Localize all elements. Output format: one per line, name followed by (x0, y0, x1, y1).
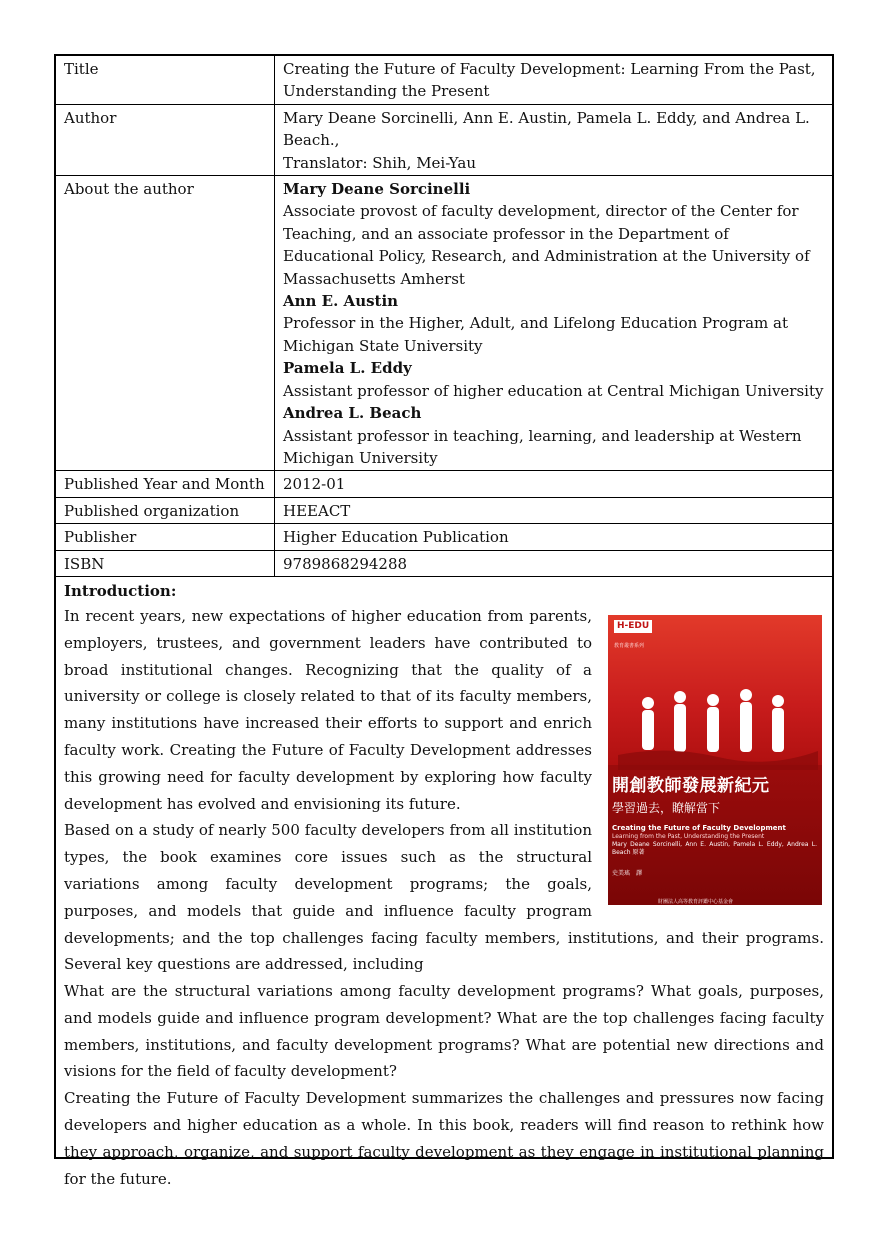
table-row (56, 56, 832, 104)
book-info-table (56, 56, 832, 577)
table-row (56, 176, 832, 471)
cover-title-english: Creating the Future of Faculty Development (612, 823, 786, 832)
intro-paragraph: What are the structural variations among faculty development programs? What goals, purposes, and models guide and influence program development? What are the top challenges facing faculty members, institutions, and faculty development programs? What are potential new directions and visions for the field of faculty development? (64, 982, 824, 1081)
author-name: Pamela L. Eddy (283, 359, 412, 378)
intro-paragraph: In recent years, new expectations of higher education from parents, employers, trustees, and government leaders have contributed to broad institutional changes. Recognizing that the quality of a university or college is closely related to that of its faculty members, many institutions have increased their efforts to support and enrich faculty work. Creating the Future of Faculty Development addresses this growing need for faculty development by exploring how faculty development has evolved and envisioning its future. (64, 606, 592, 813)
cover-title-chinese: 開創教師發展新紀元 (612, 775, 770, 796)
people-silhouettes-icon (618, 685, 818, 770)
title-value: Creating the Future of Faculty Development: Learning From the Past, Understanding the Present (275, 56, 833, 104)
year-value: 2012-01 (275, 471, 833, 497)
table-row (56, 497, 832, 523)
table-row (56, 104, 832, 175)
intro-paragraph: Creating the Future of Faculty Development summarizes the challenges and pressures now facing developers and higher education as a whole. In this book, readers will find reason to rethink how they approach, organize, and support faculty development as they engage in institutional planning for the future. (64, 1089, 824, 1188)
author-value: Mary Deane Sorcinelli, Ann E. Austin, Pamela L. Eddy, and Andrea L. Beach., (283, 108, 810, 150)
publisher-logo-subtitle: 教育叢書系列 (614, 642, 645, 649)
cover-subtitle-english: Learning from the Past, Understanding the Present (612, 832, 765, 840)
author-name: Ann E. Austin (283, 292, 399, 311)
author-name: Mary Deane Sorcinelli (283, 180, 471, 199)
author-label: Author (56, 104, 275, 175)
publisher-value: Higher Education Publication (275, 524, 833, 550)
publisher-label: Publisher (56, 524, 275, 550)
document-sheet (54, 54, 834, 1188)
author-description: Assistant professor in teaching, learning, and leadership at Western Michigan University (283, 426, 802, 467)
introduction-heading: Introduction: (64, 581, 177, 600)
introduction-section (56, 577, 832, 1193)
author-description: Associate provost of faculty development, director of the Center for Teaching, and an associate professor in the Department of Educational Policy, Research, and Administration at the University of Massachusetts Amherst (283, 202, 810, 288)
author-description: Assistant professor of higher education at Central Michigan University (283, 381, 824, 400)
table-row (56, 471, 832, 497)
table-row (56, 524, 832, 550)
intro-paragraph: Based on a study of nearly 500 faculty developers from all institution types, the book examines core issues such as the structural variations among faculty development programs; the goals, purposes, and models that guide and influence faculty program developments; and the top challenges facing faculty members, institutions, and their programs. Several key questions are addressed, including (64, 821, 824, 974)
cover-authors: Mary Deane Sorcinelli, Ann E. Austin, Pamela L. Eddy, Andrea L. Beach 原著 (612, 840, 817, 856)
translator-value: Translator: Shih, Mei-Yau (283, 153, 476, 172)
isbn-label: ISBN (56, 550, 275, 576)
cover-publisher: 財團法人高等教育評鑑中心基金會 (658, 898, 734, 905)
year-label: Published Year and Month (56, 471, 275, 497)
author-cell (275, 104, 833, 175)
cover-translator: 史美瑤 譯 (612, 869, 643, 877)
cover-subtitle-chinese: 學習過去，瞭解當下 (612, 800, 721, 815)
author-name: Andrea L. Beach (283, 404, 422, 423)
author-description: Professor in the Higher, Adult, and Lifelong Education Program at Michigan State University (283, 314, 789, 355)
about-label: About the author (56, 176, 275, 471)
publisher-logo: H-EDU (614, 620, 652, 633)
table-row (56, 550, 832, 576)
org-label: Published organization (56, 497, 275, 523)
book-cover-image (608, 615, 822, 905)
isbn-value: 9789868294288 (275, 550, 833, 576)
about-cell (275, 176, 833, 471)
org-value: HEEACT (275, 497, 833, 523)
title-label: Title (56, 56, 275, 104)
